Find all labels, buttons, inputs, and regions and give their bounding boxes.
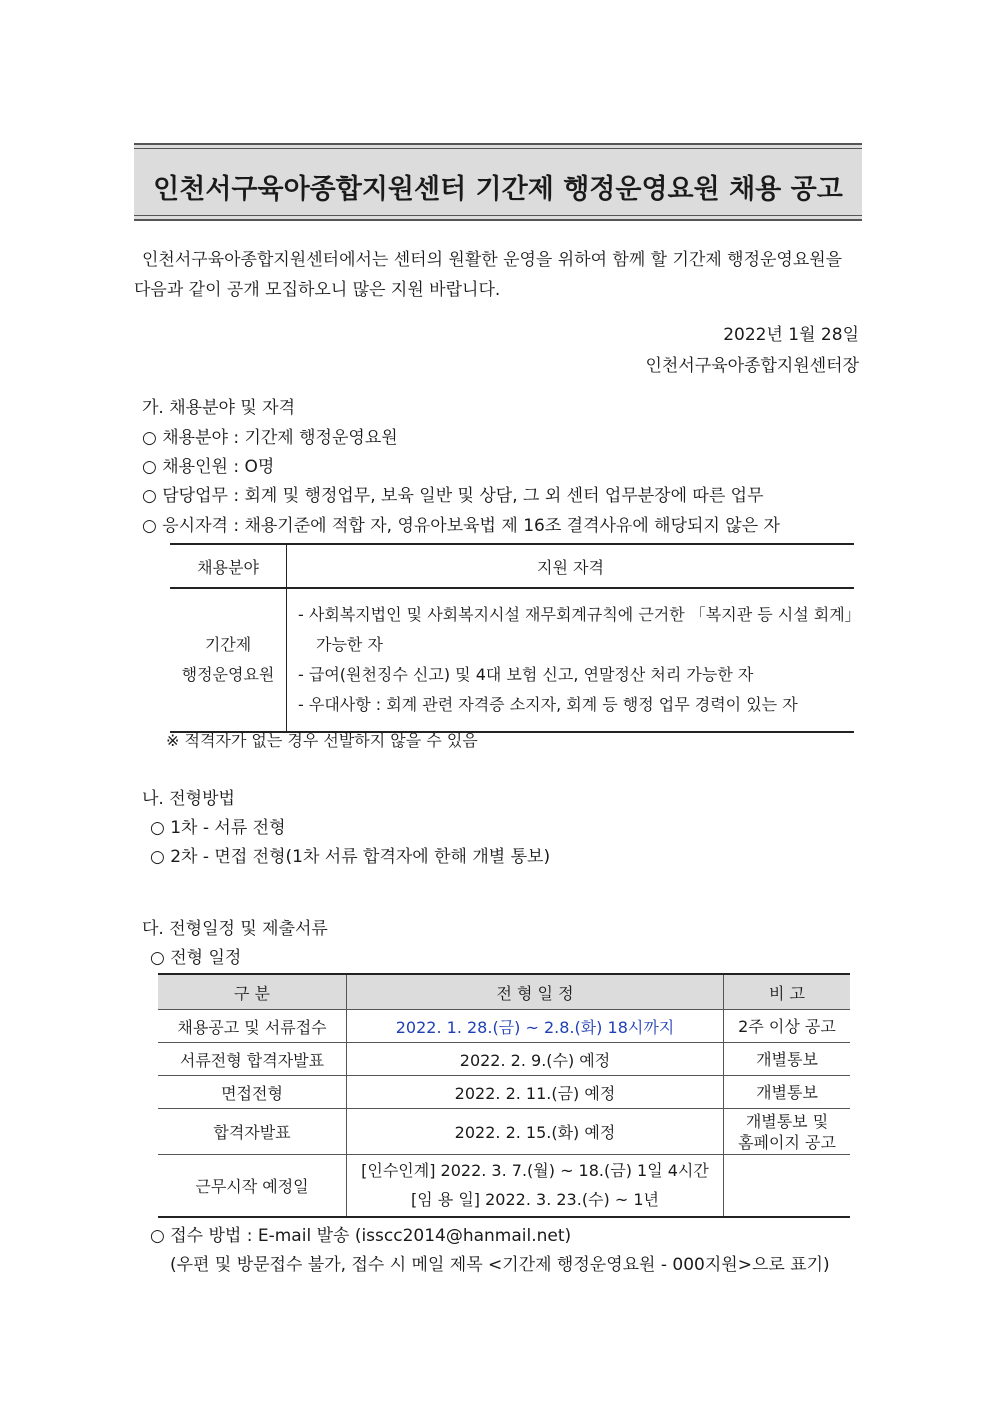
- issuer: 인천서구육아종합지원센터장: [645, 356, 859, 376]
- table-header: 구 분: [158, 974, 347, 1010]
- section-b-item: ○ 1차 - 서류 전형: [150, 818, 286, 838]
- section-a-item: ○ 채용분야 : 기간제 행정운영요원: [142, 428, 398, 448]
- table-row: [158, 1109, 850, 1155]
- schedule-label: 합격자발표: [158, 1109, 347, 1155]
- table-header: 지원 자격: [287, 544, 855, 588]
- table-row: [158, 1010, 850, 1043]
- note-line: 홈페이지 공고: [738, 1132, 836, 1152]
- table-row: [158, 1043, 850, 1076]
- section-a-item: ○ 채용인원 : O명: [142, 457, 275, 477]
- title-box: [134, 143, 862, 221]
- schedule-date: 2022. 2. 11.(금) 예정: [347, 1076, 724, 1109]
- section-c-sub: ○ 전형 일정: [150, 948, 242, 968]
- intro-paragraph: 인천서구육아종합지원센터에서는 센터의 원활한 운영을 위하여 함께 할 기간제 행정운영요원을 다음과 같이 공개 모집하오니 많은 지원 바랍니다.: [134, 250, 843, 300]
- note-line: 개별통보 및: [745, 1111, 829, 1131]
- schedule-note: 개별통보: [724, 1076, 851, 1109]
- table-header: 전 형 일 정: [347, 974, 724, 1010]
- table-row: [158, 1155, 850, 1217]
- schedule-note: [724, 1109, 851, 1155]
- schedule-label: 면접전형: [158, 1076, 347, 1109]
- schedule-line: [임 용 일] 2022. 3. 23.(수) ~ 1년: [411, 1190, 659, 1210]
- section-b-heading: 나. 전형방법: [142, 789, 235, 809]
- field-cell: [170, 588, 287, 732]
- schedule-label: 서류전형 합격자발표: [158, 1043, 347, 1076]
- submit-method: ○ 접수 방법 : E-mail 발송 (isscc2014@hanmail.net): [150, 1226, 572, 1246]
- document-title: 인천서구육아종합지원센터 기간제 행정운영요원 채용 공고: [153, 174, 843, 205]
- qualification-cell: [287, 588, 855, 732]
- field-line: 기간제: [204, 635, 252, 654]
- schedule-note: 2주 이상 공고: [724, 1010, 851, 1043]
- schedule-table: [158, 973, 850, 1218]
- section-a-item: ○ 담당업무 : 회계 및 행정업무, 보육 일반 및 상담, 그 외 센터 업무분장에 따른 업무: [142, 486, 764, 506]
- section-c-heading: 다. 전형일정 및 제출서류: [142, 919, 328, 939]
- schedule-date: [347, 1155, 724, 1217]
- schedule-label: 채용공고 및 서류접수: [158, 1010, 347, 1043]
- section-a-heading: 가. 채용분야 및 자격: [142, 398, 295, 418]
- schedule-date: 2022. 1. 28.(금) ~ 2.8.(화) 18시까지: [347, 1010, 724, 1043]
- qualification-table: [170, 543, 854, 733]
- field-line: 행정운영요원: [181, 665, 275, 684]
- submit-note: (우편 및 방문접수 불가, 접수 시 메일 제목 <기간제 행정운영요원 - 000지원>으로 표기): [170, 1255, 830, 1275]
- announcement-date: 2022년 1월 28일: [723, 325, 859, 345]
- schedule-date: 2022. 2. 9.(수) 예정: [347, 1043, 724, 1076]
- table-row: [170, 588, 854, 732]
- schedule-label: 근무시작 예정일: [158, 1155, 347, 1217]
- table-row: [158, 1076, 850, 1109]
- schedule-line: [인수인계] 2022. 3. 7.(월) ~ 18.(금) 1일 4시간: [361, 1161, 709, 1181]
- schedule-note: [724, 1155, 851, 1217]
- table-header: 채용분야: [170, 544, 287, 588]
- section-a-item: ○ 응시자격 : 채용기준에 적합 자, 영유아보육법 제 16조 결격사유에 해당되지 않은 자: [142, 516, 780, 536]
- schedule-note: 개별통보: [724, 1043, 851, 1076]
- note: ※ 적격자가 없는 경우 선발하지 않을 수 있음: [166, 731, 478, 750]
- table-header: 비 고: [724, 974, 851, 1010]
- schedule-date: 2022. 2. 15.(화) 예정: [347, 1109, 724, 1155]
- qualification-item: - 우대사항 : 회계 관련 자격증 소지자, 회계 등 행정 업무 경력이 있는 자: [298, 695, 798, 714]
- qualification-item: - 사회복지법인 및 사회복지시설 재무회계규칙에 근거한 「복지관 등 시설 회계」가능한 자: [298, 605, 853, 654]
- qualification-item: - 급여(원천징수 신고) 및 4대 보험 신고, 연말정산 처리 가능한 자: [298, 665, 754, 684]
- section-b-item: ○ 2차 - 면접 전형(1차 서류 합격자에 한해 개별 통보): [150, 847, 551, 867]
